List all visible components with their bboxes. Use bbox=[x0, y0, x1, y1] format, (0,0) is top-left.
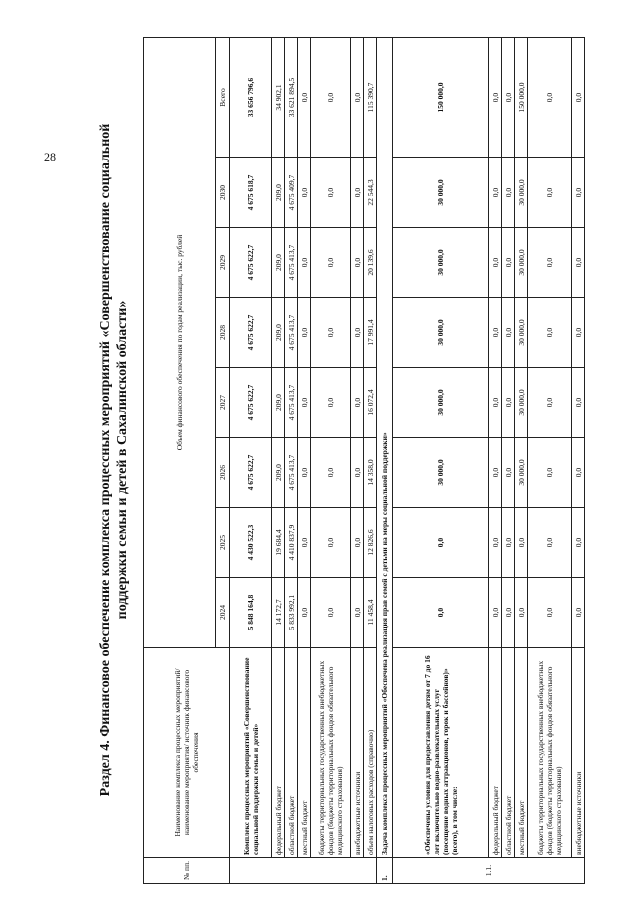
table-row bbox=[502, 37, 515, 883]
row-value: 4 675 413,7 bbox=[285, 368, 298, 438]
row-value: 4 675 622,7 bbox=[230, 298, 272, 368]
table-row bbox=[285, 37, 298, 883]
row-value: 0,0 bbox=[298, 298, 311, 368]
row-label: внебюджетные источники bbox=[572, 648, 585, 858]
table-row bbox=[298, 37, 311, 883]
row-value: 0,0 bbox=[572, 508, 585, 578]
row-value: 30 000,0 bbox=[515, 368, 528, 438]
row-value: 30 000,0 bbox=[515, 228, 528, 298]
row-value: 19 684,4 bbox=[272, 508, 285, 578]
row-value: 30 000,0 bbox=[393, 298, 489, 368]
row-value: 14 172,7 bbox=[272, 578, 285, 648]
row-value: 0,0 bbox=[489, 298, 502, 368]
row-number: 1.1. bbox=[393, 858, 585, 884]
table-row bbox=[528, 37, 572, 883]
row-value: 0,0 bbox=[502, 228, 515, 298]
row-value: 0,0 bbox=[311, 438, 351, 508]
row-value: 4 675 622,7 bbox=[230, 368, 272, 438]
row-value: 0,0 bbox=[351, 158, 364, 228]
header-year: 2027 bbox=[216, 368, 230, 438]
row-total: 0,0 bbox=[311, 37, 351, 157]
row-value: 209,0 bbox=[272, 298, 285, 368]
row-value: 30 000,0 bbox=[393, 368, 489, 438]
row-value: 0,0 bbox=[572, 438, 585, 508]
row-total: 0,0 bbox=[298, 37, 311, 157]
row-value: 0,0 bbox=[528, 578, 572, 648]
header-year: 2029 bbox=[216, 228, 230, 298]
header-year: 2025 bbox=[216, 508, 230, 578]
row-value: 30 000,0 bbox=[393, 438, 489, 508]
row-value: 4 675 409,7 bbox=[285, 158, 298, 228]
row-number bbox=[230, 858, 377, 884]
row-value: 0,0 bbox=[515, 578, 528, 648]
row-total: 33 656 796,6 bbox=[230, 37, 272, 157]
table-row bbox=[311, 37, 351, 883]
table-row bbox=[364, 37, 377, 883]
row-label: местный бюджет bbox=[298, 648, 311, 858]
row-value: 0,0 bbox=[351, 298, 364, 368]
row-value: 4 675 622,7 bbox=[230, 438, 272, 508]
row-label: бюджеты территориальных государственных внебюджетных фондов (бюджеты территориальных фондов обязательного медицинского страхования) bbox=[528, 648, 572, 858]
header-year: 2024 bbox=[216, 578, 230, 648]
row-total: 150 000,0 bbox=[515, 37, 528, 157]
row-total: 0,0 bbox=[489, 37, 502, 157]
row-total: 0,0 bbox=[572, 37, 585, 157]
row-label: областной бюджет bbox=[502, 648, 515, 858]
header-name: Наименование комплекса процессных мероприятий/наименование мероприятия/ источник финансового обеспечения bbox=[144, 648, 230, 858]
rotated-page-content bbox=[73, 30, 638, 890]
complex-rows bbox=[230, 37, 377, 883]
row-value: 0,0 bbox=[572, 298, 585, 368]
row-value: 0,0 bbox=[572, 368, 585, 438]
row-value: 5 848 164,8 bbox=[230, 578, 272, 648]
row-value: 20 139,6 bbox=[364, 228, 377, 298]
row-value: 0,0 bbox=[572, 578, 585, 648]
header-total: Всего bbox=[216, 37, 230, 157]
row-value: 0,0 bbox=[298, 508, 311, 578]
row-total: 115 390,7 bbox=[364, 37, 377, 157]
row-value: 0,0 bbox=[502, 508, 515, 578]
row-label: «Обеспечены условия для предоставления детям от 7 до 16 лет включительно водно-развлекательных услуг (посещение водных аттракционов, горок и бассейнов)» (всего), в том числе: bbox=[393, 648, 489, 858]
row-value: 209,0 bbox=[272, 228, 285, 298]
row-value: 0,0 bbox=[515, 508, 528, 578]
row-value: 0,0 bbox=[528, 298, 572, 368]
row-value: 30 000,0 bbox=[515, 298, 528, 368]
row-value: 0,0 bbox=[572, 158, 585, 228]
row-value: 4 675 413,7 bbox=[285, 438, 298, 508]
table-row bbox=[230, 37, 272, 883]
row-label: федеральный бюджет bbox=[489, 648, 502, 858]
row-value: 0,0 bbox=[572, 228, 585, 298]
row-value: 0,0 bbox=[489, 228, 502, 298]
row-total: 0,0 bbox=[502, 37, 515, 157]
row-value: 11 458,4 bbox=[364, 578, 377, 648]
table-row bbox=[272, 37, 285, 883]
section-title-line-1: Раздел 4. Финансовое обеспечение комплекса процессных мероприятий «Совершенствование социальной bbox=[98, 123, 113, 797]
section-title bbox=[97, 30, 131, 890]
row-label: бюджеты территориальных государственных внебюджетных фондов (бюджеты территориальных фондов обязательного медицинского страхования) bbox=[311, 648, 351, 858]
row-value: 30 000,0 bbox=[515, 438, 528, 508]
row-value: 0,0 bbox=[489, 368, 502, 438]
row-value: 0,0 bbox=[298, 368, 311, 438]
row-value: 0,0 bbox=[311, 298, 351, 368]
row-value: 0,0 bbox=[351, 508, 364, 578]
row-value: 22 544,3 bbox=[364, 158, 377, 228]
row-value: 0,0 bbox=[351, 578, 364, 648]
table-row bbox=[393, 37, 489, 883]
row-value: 0,0 bbox=[351, 438, 364, 508]
row-value: 0,0 bbox=[528, 228, 572, 298]
row-value: 0,0 bbox=[298, 158, 311, 228]
row-label: федеральный бюджет bbox=[272, 648, 285, 858]
table-row bbox=[572, 37, 585, 883]
row-value: 209,0 bbox=[272, 368, 285, 438]
header-year: 2026 bbox=[216, 438, 230, 508]
row-value: 4 675 413,7 bbox=[285, 298, 298, 368]
row-value: 4 430 522,3 bbox=[230, 508, 272, 578]
row-value: 0,0 bbox=[311, 158, 351, 228]
finance-table bbox=[143, 37, 585, 884]
row-value: 14 358,0 bbox=[364, 438, 377, 508]
row-value: 0,0 bbox=[528, 508, 572, 578]
row-total: 34 902,1 bbox=[272, 37, 285, 157]
row-value: 4 675 622,7 bbox=[230, 228, 272, 298]
row-value: 0,0 bbox=[298, 578, 311, 648]
row-value: 4 675 618,7 bbox=[230, 158, 272, 228]
row-value: 0,0 bbox=[311, 228, 351, 298]
row-value: 16 072,4 bbox=[364, 368, 377, 438]
row-value: 0,0 bbox=[351, 228, 364, 298]
row-value: 4 410 837,9 bbox=[285, 508, 298, 578]
row-value: 0,0 bbox=[351, 368, 364, 438]
task-row bbox=[377, 37, 393, 883]
row-value: 0,0 bbox=[502, 298, 515, 368]
row-value: 0,0 bbox=[489, 158, 502, 228]
row-value: 0,0 bbox=[311, 508, 351, 578]
row-value: 0,0 bbox=[502, 578, 515, 648]
page-number: 28 bbox=[44, 150, 56, 164]
row-total: 33 621 894,5 bbox=[285, 37, 298, 157]
row-value: 0,0 bbox=[311, 368, 351, 438]
row-total: 150 000,0 bbox=[393, 37, 489, 157]
row-value: 0,0 bbox=[502, 158, 515, 228]
table-row bbox=[515, 37, 528, 883]
row-value: 0,0 bbox=[298, 228, 311, 298]
row-label: Комплекс процессных мероприятий «Совершенствование социальной поддержки семьи и детей» bbox=[230, 648, 272, 858]
row-value: 0,0 bbox=[502, 368, 515, 438]
measure-rows bbox=[393, 37, 585, 883]
row-value: 0,0 bbox=[528, 158, 572, 228]
row-total: 0,0 bbox=[351, 37, 364, 157]
row-value: 0,0 bbox=[393, 508, 489, 578]
row-value: 0,0 bbox=[502, 438, 515, 508]
row-value: 5 833 992,1 bbox=[285, 578, 298, 648]
task-number: 1. bbox=[377, 858, 393, 884]
row-total: 0,0 bbox=[528, 37, 572, 157]
row-value: 0,0 bbox=[489, 508, 502, 578]
row-label: областной бюджет bbox=[285, 648, 298, 858]
row-value: 0,0 bbox=[489, 578, 502, 648]
row-value: 0,0 bbox=[393, 578, 489, 648]
row-value: 30 000,0 bbox=[393, 228, 489, 298]
row-value: 4 675 413,7 bbox=[285, 228, 298, 298]
row-value: 0,0 bbox=[489, 438, 502, 508]
row-value: 0,0 bbox=[528, 438, 572, 508]
table-row bbox=[351, 37, 364, 883]
header-year: 2030 bbox=[216, 158, 230, 228]
header-no: № пп. bbox=[144, 858, 230, 884]
row-label: внебюджетные источники bbox=[351, 648, 364, 858]
task-label: Задача комплекса процессных мероприятий «Обеспечена реализация прав семей с детьми на меры социальной поддержки» bbox=[377, 37, 393, 857]
row-value: 0,0 bbox=[298, 438, 311, 508]
row-value: 209,0 bbox=[272, 438, 285, 508]
row-value: 30 000,0 bbox=[515, 158, 528, 228]
header-year: 2028 bbox=[216, 298, 230, 368]
header-volume: Объем финансового обеспечения по годам реализации, тыс. рублей bbox=[144, 37, 216, 647]
row-label: местный бюджет bbox=[515, 648, 528, 858]
row-value: 209,0 bbox=[272, 158, 285, 228]
row-label: объем налоговых расходов (справочно) bbox=[364, 648, 377, 858]
row-value: 0,0 bbox=[311, 578, 351, 648]
row-value: 0,0 bbox=[528, 368, 572, 438]
row-value: 12 826,6 bbox=[364, 508, 377, 578]
section-title-line-2: поддержки семьи и детей в Сахалинской области» bbox=[115, 300, 130, 620]
row-value: 30 000,0 bbox=[393, 158, 489, 228]
table-row bbox=[489, 37, 502, 883]
row-value: 17 991,4 bbox=[364, 298, 377, 368]
